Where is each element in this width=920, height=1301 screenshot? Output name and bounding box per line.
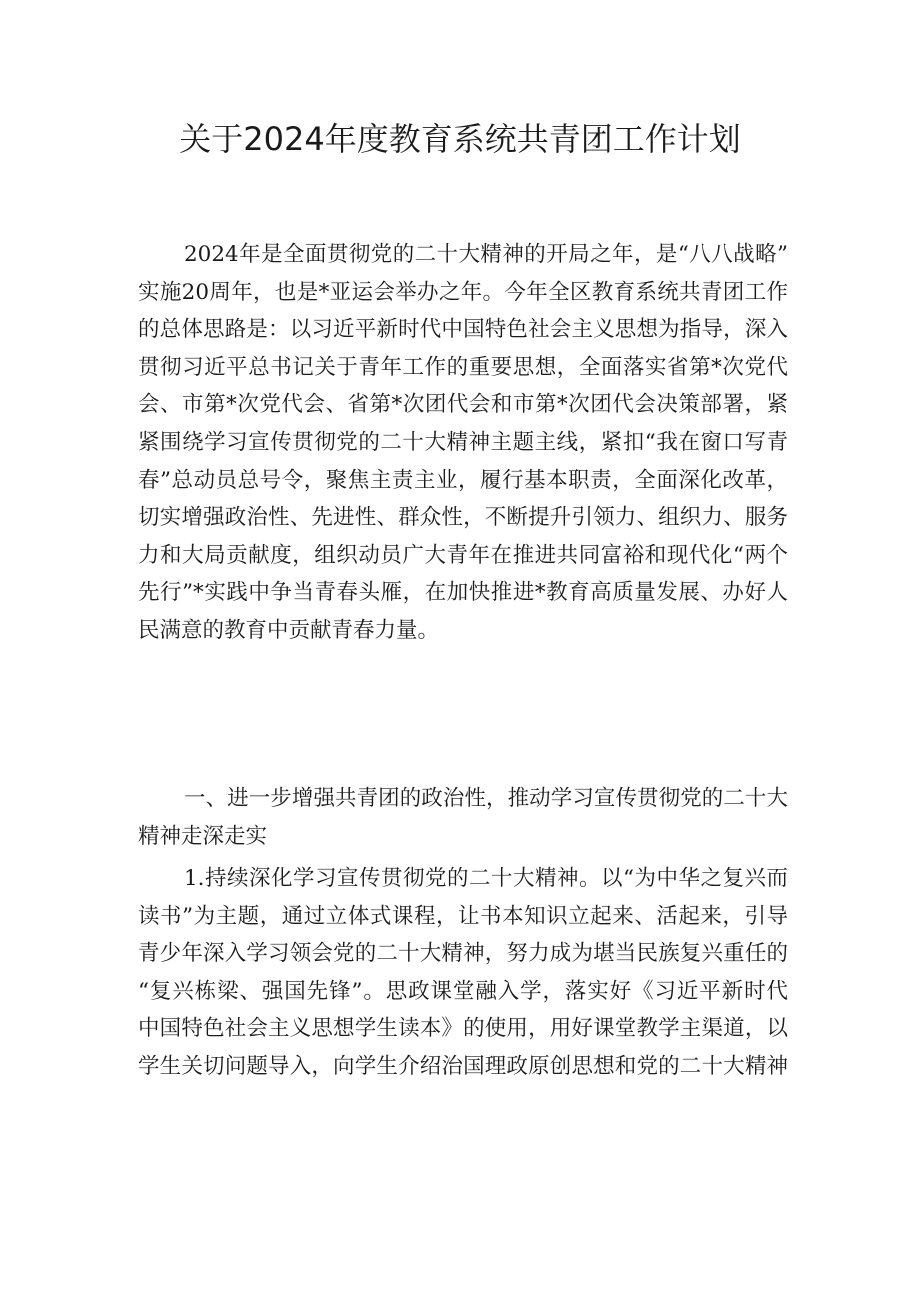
paragraph-line: 1.持续深化学习宣传贯彻党的二十大精神。以“为中华之复兴而: [184, 866, 788, 891]
paragraph-line: “复兴栋梁、强国先锋”。思政课堂融入学，落实好《习近平新时代: [138, 978, 788, 1004]
paragraph-line: 贯彻习近平总书记关于青年工作的重要思想，全面落实省第*次党代: [138, 354, 788, 380]
paragraph-line: 紧围绕学习宣传贯彻党的二十大精神主题主线，紧扣“我在窗口写青: [138, 429, 788, 455]
paragraph-line: 读书”为主题，通过立体式课程，让书本知识立起来、活起来，引导: [138, 903, 788, 929]
paragraph-line: 实施20周年，也是*亚运会举办之年。今年全区教育系统共青团工作: [138, 279, 788, 305]
paragraph-line: 2024年是全面贯彻党的二十大精神的开局之年，是“八八战略”: [184, 242, 788, 267]
heading-line: 一、进一步增强共青团的政治性，推动学习宣传贯彻党的二十大: [184, 786, 788, 811]
paragraph-line: 青少年深入学习领会党的二十大精神，努力成为堪当民族复兴重任的: [138, 941, 788, 967]
paragraph-line: 学生关切问题导入，向学生介绍治国理政原创思想和党的二十大精神: [138, 1053, 788, 1079]
heading-line: 精神走深走实: [138, 823, 268, 849]
document-title: 关于2024年度教育系统共青团工作计划: [179, 120, 741, 158]
paragraph-line: 中国特色社会主义思想学生读本》的使用，用好课堂教学主渠道，以: [138, 1016, 788, 1042]
item-paragraph: [138, 860, 788, 1086]
paragraph-line: 先行”*实践中争当青春头雁，在加快推进*教育高质量发展、办好人: [138, 580, 788, 606]
paragraph-line: 民满意的教育中贡献青春力量。: [138, 617, 440, 643]
paragraph-line: 会、市第*次党代会、省第*次团代会和市第*次团代会决策部署，紧: [138, 392, 788, 418]
section-heading: [138, 780, 788, 855]
paragraph-line: 春”总动员总号令，聚焦主责主业，履行基本职责，全面深化改革，: [138, 467, 788, 493]
paragraph-line: 的总体思路是：以习近平新时代中国特色社会主义思想为指导，深入: [138, 317, 788, 343]
paragraph-line: 力和大局贡献度，组织动员广大青年在推进共同富裕和现代化“两个: [138, 542, 788, 568]
paragraph-line: 切实增强政治性、先进性、群众性，不断提升引领力、组织力、服务: [138, 505, 788, 531]
intro-paragraph: [138, 236, 788, 650]
